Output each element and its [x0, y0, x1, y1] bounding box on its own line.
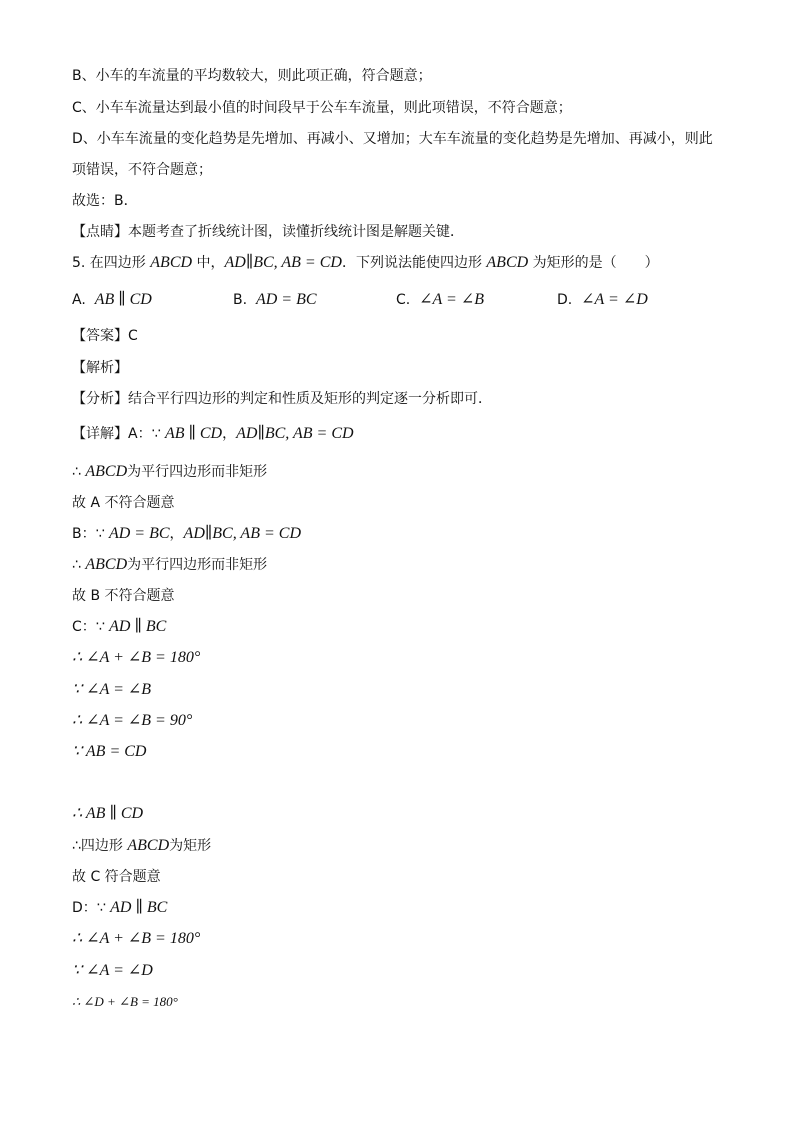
detail-a2-text: 为平行四边形而非矩形 — [127, 464, 268, 480]
quad-name-b: ABCD — [85, 556, 128, 573]
answer-tag: 【答案】 — [72, 328, 128, 344]
analysis-tag: 【解析】 — [72, 360, 128, 376]
detail-c1-pre: C：∵ — [72, 619, 110, 635]
detail-tag: 【详解】A：∵ — [72, 426, 165, 442]
detail-b1-pre: B：∵ — [72, 526, 109, 542]
question-condition: AD∥BC, AB = CD — [224, 254, 342, 271]
option-d — [557, 290, 648, 310]
question-prefix: 5. 在四边形 — [72, 255, 151, 271]
option-b-label: B. — [233, 292, 248, 308]
option-b — [233, 290, 317, 310]
option-c-expr: ∠A = ∠B — [419, 291, 485, 308]
final-choice: 故选：B． — [72, 193, 138, 209]
detail-b-line2 — [72, 555, 267, 575]
detail-c7-pre: ∴四边形 — [72, 838, 128, 854]
option-a-label: A. — [72, 292, 86, 308]
detail-c-line1 — [72, 617, 166, 637]
answer-value: C — [128, 328, 138, 344]
detail-a1-sep: ， — [222, 426, 237, 442]
answer-line — [72, 326, 138, 346]
detail-b1-expr: AD = BC — [108, 525, 170, 542]
option-c — [396, 290, 484, 310]
detail-c1-expr: AD ∥ BC — [109, 618, 167, 635]
explanation-b: B、小车的车流量的平均数较大，则此项正确，符合题意； — [72, 68, 432, 84]
detail-c-line6: ∴ AB ∥ CD — [72, 805, 144, 822]
option-d-expr: ∠A = ∠D — [581, 291, 648, 308]
quad-name-c: ABCD — [127, 837, 170, 854]
therefore-symbol: ∴ — [72, 557, 86, 573]
detail-b1-cond: AD∥BC, AB = CD — [183, 525, 301, 542]
detail-b2-text: 为平行四边形而非矩形 — [127, 557, 268, 573]
option-c-label: C. — [396, 292, 411, 308]
detail-c-line4: ∴ ∠A = ∠B = 90° — [72, 712, 193, 729]
quad-name: ABCD — [150, 254, 193, 271]
explanation-c: C、小车车流量达到最小值的时间段早于公车车流量，则此项错误，不符合题意； — [72, 100, 572, 116]
detail-b-line1 — [72, 524, 301, 544]
detail-a1-cond: AD∥BC, AB = CD — [236, 425, 354, 442]
option-a-expr: AB ∥ CD — [94, 291, 152, 308]
detail-a-line1 — [72, 424, 354, 444]
question-suffix: ．下列说法能使四边形 — [341, 255, 487, 271]
detail-b1-sep: ， — [169, 526, 184, 542]
detail-a-line3: 故 A 不符合题意 — [72, 495, 175, 511]
option-b-expr: AD = BC — [255, 291, 317, 308]
detail-d-line2: ∴ ∠A + ∠B = 180° — [72, 930, 201, 947]
comment-note: 【点睛】本题考查了折线统计图，读懂折线统计图是解题关键． — [72, 224, 464, 240]
detail-d1-pre: D：∵ — [72, 900, 111, 916]
question-5-stem — [72, 253, 659, 273]
question-end: 为矩形的是（ ） — [528, 255, 659, 271]
quad-name-a: ABCD — [85, 463, 128, 480]
therefore-symbol: ∴ — [72, 464, 86, 480]
detail-c7-text: 为矩形 — [169, 838, 212, 854]
detail-d1-expr: AD ∥ BC — [110, 899, 168, 916]
analysis-text: 【分析】结合平行四边形的判定和性质及矩形的判定逐一分析即可． — [72, 391, 492, 407]
detail-d-line3: ∵ ∠A = ∠D — [72, 962, 153, 979]
detail-a1-expr: AB ∥ CD — [164, 425, 223, 442]
detail-d-line4: ∴ ∠D + ∠B = 180° — [72, 994, 178, 1009]
detail-c-line3: ∵ ∠A = ∠B — [72, 681, 152, 698]
detail-c-line7 — [72, 836, 211, 856]
quad-name-2: ABCD — [486, 254, 529, 271]
explanation-d-line2: 项错误，不符合题意； — [72, 162, 212, 178]
detail-a-line2 — [72, 462, 267, 482]
option-a — [72, 290, 152, 310]
detail-c-line8: 故 C 符合题意 — [72, 869, 161, 885]
detail-c-line5: ∵ AB = CD — [72, 743, 147, 760]
option-d-label: D. — [557, 292, 573, 308]
detail-b-line3: 故 B 不符合题意 — [72, 588, 175, 604]
explanation-d-line1: D、小车车流量的变化趋势是先增加、再减小、又增加；大车车流量的变化趋势是先增加、再减小，则此 — [72, 131, 713, 147]
detail-c-line2: ∴ ∠A + ∠B = 180° — [72, 649, 201, 666]
question-mid: 中， — [192, 255, 225, 271]
detail-d-line1 — [72, 898, 167, 918]
